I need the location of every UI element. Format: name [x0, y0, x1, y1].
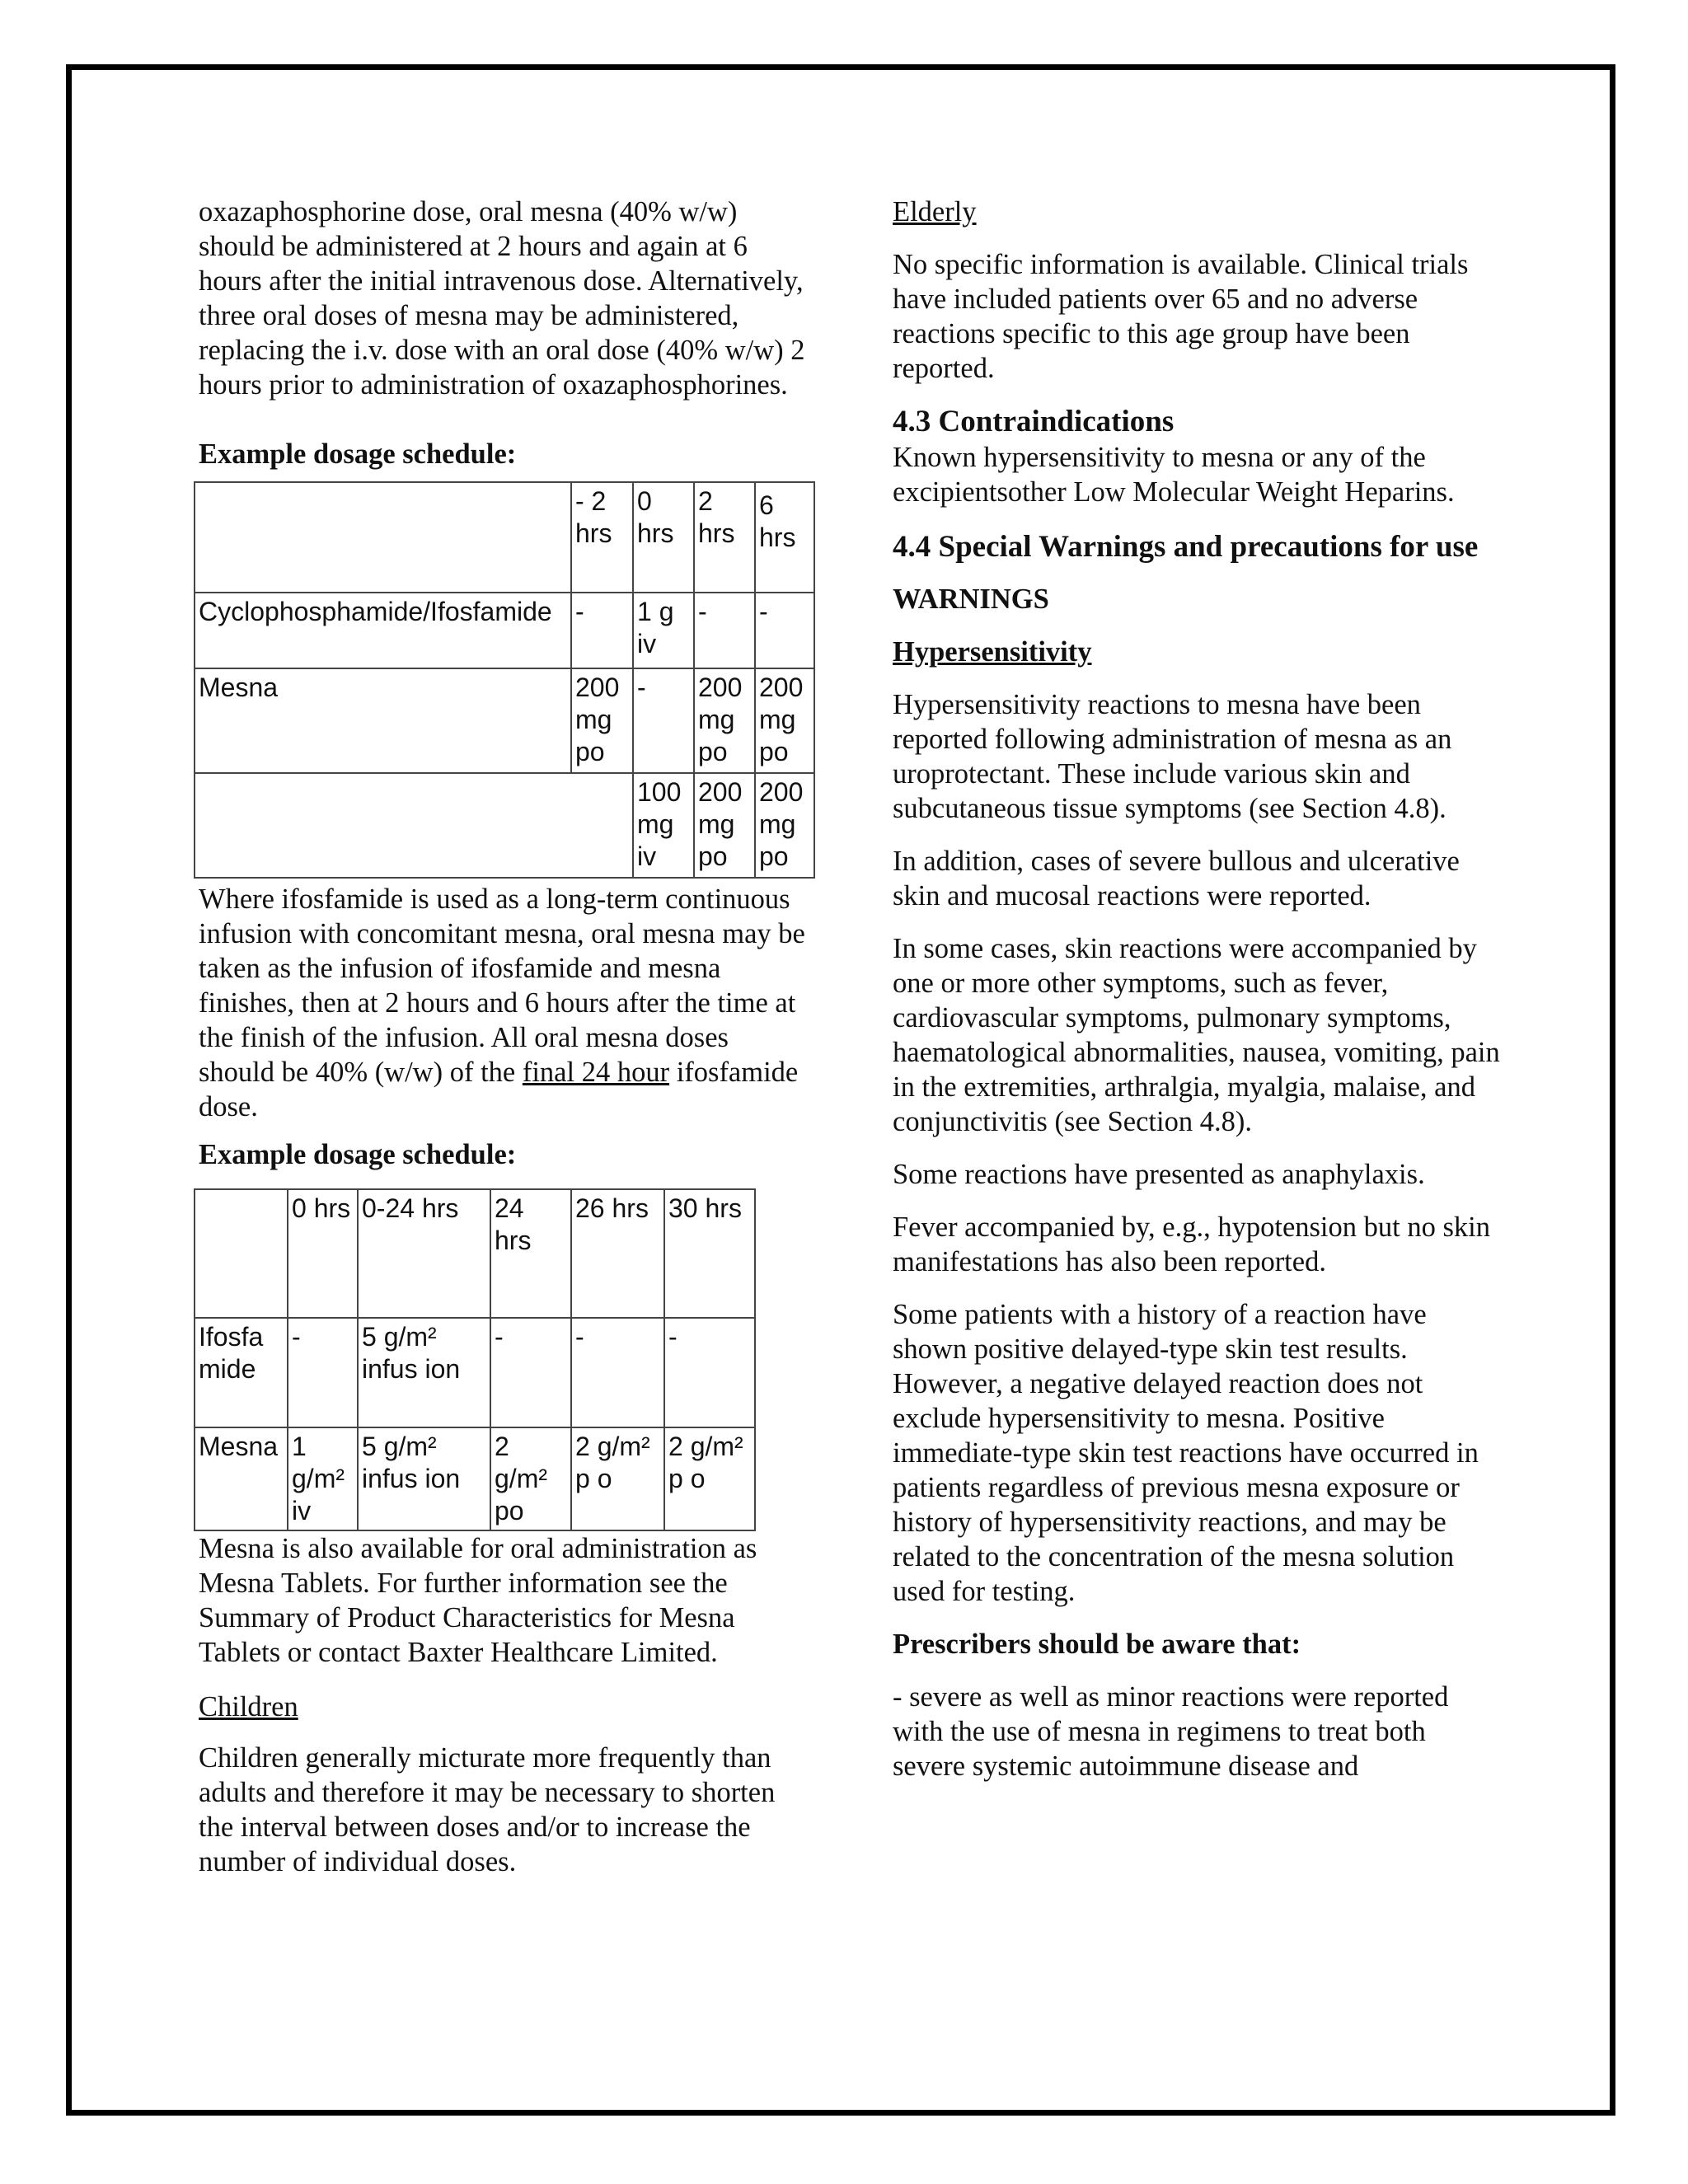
table-cell: Mesna	[195, 668, 571, 773]
table-cell: 2 hrs	[694, 482, 755, 593]
dosage-table-1	[194, 481, 815, 879]
table-cell: -	[571, 1318, 664, 1427]
table-cell: 5 g/m² infus ion	[358, 1318, 490, 1427]
table-row	[195, 1318, 755, 1427]
paragraph-children: Children generally micturate more frequently than adults and therefore it may be necessary to shorten the interval between doses and/or to increase the number of individual doses.	[199, 1742, 776, 1877]
paragraph-hypersensitivity-5: Fever accompanied by, e.g., hypotension but no skin manifestations has also been reported.	[893, 1212, 1490, 1277]
table-cell: -	[755, 593, 814, 668]
hypersensitivity-heading: Hypersensitivity	[893, 636, 1092, 668]
table-row	[195, 1427, 755, 1530]
table-cell	[195, 773, 633, 878]
table-cell: 200 mg po	[694, 668, 755, 773]
table-cell: 200 mg po	[571, 668, 633, 773]
paragraph-hypersensitivity-6: Some patients with a history of a reaction have shown positive delayed-type skin test results. However, a negative delayed reaction does not exclude hypersensitivity to mesna. Positive immediate-type skin test reactions have occurred in patients regardless of previous mesna exposure or history of hypersensitivity reactions, and may be related to the concentration of the mesna solution used for testing.	[893, 1299, 1479, 1607]
table-cell: 2 g/m² po	[490, 1427, 571, 1530]
paragraph-prescribers-bullet: - severe as well as minor reactions were reported with the use of mesna in regimens to treat both severe systemic autoimmune disease and	[893, 1681, 1449, 1782]
table-header-row	[195, 1189, 755, 1318]
schedule-heading-2: Example dosage schedule:	[199, 1139, 517, 1170]
prescribers-heading: Prescribers should be aware that:	[893, 1629, 1301, 1660]
table-cell: -	[490, 1318, 571, 1427]
schedule-heading-1: Example dosage schedule:	[199, 438, 517, 470]
warnings-label: WARNINGS	[893, 583, 1049, 615]
underlined-text: final 24 hour	[522, 1057, 670, 1088]
paragraph-hypersensitivity-4: Some reactions have presented as anaphylaxis.	[893, 1159, 1425, 1190]
table-cell: 30 hrs	[664, 1189, 755, 1318]
table-row	[195, 773, 814, 878]
table-cell: 0-24 hrs	[358, 1189, 490, 1318]
table-cell: 6 hrs	[755, 482, 814, 593]
table-cell: 5 g/m² infus ion	[358, 1427, 490, 1530]
table-header-row	[195, 482, 814, 593]
table-row	[195, 668, 814, 773]
text-span: ifosfamide dose.	[199, 1057, 799, 1122]
table-cell: 24 hrs	[490, 1189, 571, 1318]
dosage-table-2	[194, 1188, 756, 1531]
paragraph-hypersensitivity-2: In addition, cases of severe bullous and ulcerative skin and mucosal reactions were reported.	[893, 846, 1460, 912]
paragraph-continuous-infusion	[199, 882, 809, 1124]
children-heading: Children	[199, 1691, 298, 1722]
table-cell: 200 mg po	[694, 773, 755, 878]
table-row	[195, 593, 814, 668]
elderly-heading: Elderly	[893, 196, 977, 227]
table-cell: 100 mg iv	[633, 773, 694, 878]
table-cell: 0 hrs	[288, 1189, 358, 1318]
special-warnings-heading: 4.4 Special Warnings and precautions for use	[893, 530, 1479, 564]
table-cell: 26 hrs	[571, 1189, 664, 1318]
table-cell: -	[633, 668, 694, 773]
paragraph-hypersensitivity-1: Hypersensitivity reactions to mesna have been reported following administration of mesna as an uroprotectant. These include various skin and subcutaneous tissue symptoms (see Section 4.8).	[893, 689, 1452, 824]
table-cell: -	[694, 593, 755, 668]
table-cell: -	[664, 1318, 755, 1427]
table-cell: - 2 hrs	[571, 482, 633, 593]
paragraph-dosing-oral: oxazaphosphorine dose, oral mesna (40% w/w) should be administered at 2 hours and again at 6 hours after the initial intravenous dose. Alternatively, three oral doses of mesna may be administered, replacing the i.v. dose with an oral dose (40% w/w) 2 hours prior to administration of oxazaphosphorines.	[199, 196, 805, 401]
paragraph-elderly: No specific information is available. Clinical trials have included patients over 65 and no adverse reactions specific to this age group have been reported.	[893, 249, 1469, 384]
contraindications-heading: 4.3 Contraindications	[893, 405, 1175, 438]
table-cell: Ifosfa mide	[195, 1318, 288, 1427]
table-cell	[195, 1189, 288, 1318]
table-cell: 1 g/m² iv	[288, 1427, 358, 1530]
table-cell: 2 g/m² p o	[571, 1427, 664, 1530]
table-cell	[195, 482, 571, 593]
table-cell: -	[288, 1318, 358, 1427]
table-cell: 200 mg po	[755, 773, 814, 878]
table-cell: Cyclophosphamide/Ifosfamide	[195, 593, 571, 668]
right-column	[893, 194, 1503, 1803]
paragraph-mesna-tablets: Mesna is also available for oral administration as Mesna Tablets. For further information see the Summary of Product Characteristics for Mesna Tablets or contact Baxter Healthcare Limited.	[199, 1533, 757, 1668]
table-cell: 0 hrs	[633, 482, 694, 593]
table-cell: Mesna	[195, 1427, 288, 1530]
table-cell: 2 g/m² p o	[664, 1427, 755, 1530]
paragraph-contraindications: Known hypersensitivity to mesna or any of the excipientsother Low Molecular Weight Heparins.	[893, 442, 1455, 508]
table-cell: 1 g iv	[633, 593, 694, 668]
paragraph-hypersensitivity-3: In some cases, skin reactions were accompanied by one or more other symptoms, such as fever, cardiovascular symptoms, pulmonary symptoms, haematological abnormalities, nausea, vomiting, pain in the extremities, arthralgia, myalgia, malaise, and conjunctivitis (see Section 4.8).	[893, 933, 1500, 1137]
table-cell: 200 mg po	[755, 668, 814, 773]
table-cell: -	[571, 593, 633, 668]
left-column	[199, 194, 809, 1899]
text-span: Where ifosfamide is used as a long-term continuous infusion with concomitant mesna, oral mesna may be taken as the infusion of ifosfamide and mesna finishes, then at 2 hours and 6 hours after the time at the finish of the infusion. All oral mesna doses should be 40% (w/w) of the	[199, 883, 805, 1088]
